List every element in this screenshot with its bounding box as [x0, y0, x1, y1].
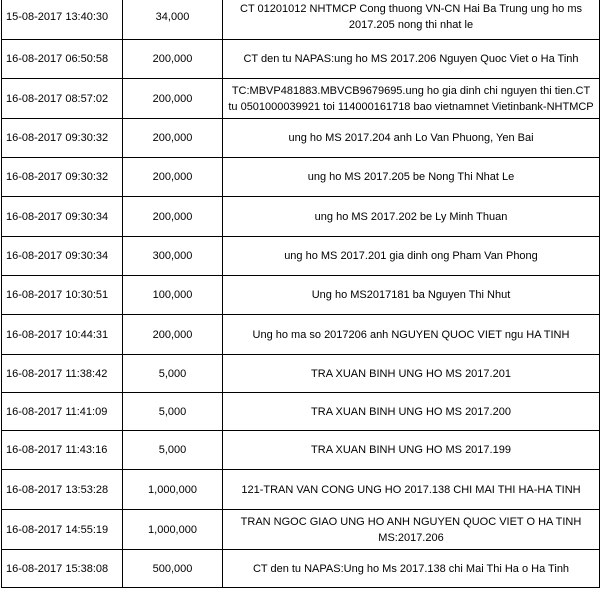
table-row: [2, 510, 600, 550]
amount-cell: 100,000: [123, 276, 223, 315]
table-row: [2, 470, 600, 510]
amount-cell: 200,000: [123, 197, 223, 237]
transactions-table: [1, 0, 600, 588]
date-cell: 16-08-2017 08:57:02: [2, 79, 123, 119]
date-cell: 15-08-2017 13:40:30: [2, 0, 123, 40]
description-cell: CT 01201012 NHTMCP Cong thuong VN-CN Hai Ba Trung ung ho ms 2017.205 nong thi nhat le: [223, 0, 600, 40]
date-cell: 16-08-2017 13:53:28: [2, 470, 123, 510]
date-cell: 16-08-2017 09:30:32: [2, 119, 123, 158]
table-row: [2, 431, 600, 470]
description-cell: TRAN NGOC GIAO UNG HO ANH NGUYEN QUOC VIET O HA TINH MS:2017.206: [223, 510, 600, 550]
table-row: [2, 40, 600, 79]
table-row: [2, 119, 600, 158]
amount-cell: 500,000: [123, 550, 223, 588]
description-cell: 121-TRAN VAN CONG UNG HO 2017.138 CHI MAI THI HA-HA TINH: [223, 470, 600, 510]
amount-cell: 1,000,000: [123, 470, 223, 510]
amount-cell: 200,000: [123, 79, 223, 119]
transactions-body: [2, 0, 600, 588]
amount-cell: 5,000: [123, 355, 223, 393]
date-cell: 16-08-2017 10:44:31: [2, 315, 123, 355]
date-cell: 16-08-2017 15:38:08: [2, 550, 123, 588]
date-cell: 16-08-2017 09:30:32: [2, 158, 123, 197]
date-cell: 16-08-2017 06:50:58: [2, 40, 123, 79]
description-cell: TRA XUAN BINH UNG HO MS 2017.200: [223, 393, 600, 431]
table-row: [2, 79, 600, 119]
description-cell: ung ho MS 2017.205 be Nong Thi Nhat Le: [223, 158, 600, 197]
table-row: [2, 158, 600, 197]
date-cell: 16-08-2017 11:41:09: [2, 393, 123, 431]
amount-cell: 200,000: [123, 40, 223, 79]
amount-cell: 5,000: [123, 393, 223, 431]
amount-cell: 200,000: [123, 119, 223, 158]
amount-cell: 1,000,000: [123, 510, 223, 550]
amount-cell: 300,000: [123, 237, 223, 276]
description-cell: CT den tu NAPAS:Ung ho Ms 2017.138 chi Mai Thi Ha o Ha Tinh: [223, 550, 600, 588]
description-cell: ung ho MS 2017.202 be Ly Minh Thuan: [223, 197, 600, 237]
date-cell: 16-08-2017 11:38:42: [2, 355, 123, 393]
description-cell: Ung ho MS2017181 ba Nguyen Thi Nhut: [223, 276, 600, 315]
date-cell: 16-08-2017 11:43:16: [2, 431, 123, 470]
table-row: [2, 197, 600, 237]
amount-cell: 34,000: [123, 0, 223, 40]
table-row: [2, 237, 600, 276]
amount-cell: 200,000: [123, 315, 223, 355]
description-cell: TC:MBVP481883.MBVCB9679695.ung ho gia dinh chi nguyen thi tien.CT tu 0501000039921 toi 114000161718 bao vietnamnet Vietinbank-NHTMCP: [223, 79, 600, 119]
description-cell: ung ho MS 2017.201 gia dinh ong Pham Van Phong: [223, 237, 600, 276]
date-cell: 16-08-2017 09:30:34: [2, 237, 123, 276]
description-cell: TRA XUAN BINH UNG HO MS 2017.201: [223, 355, 600, 393]
table-row: [2, 393, 600, 431]
description-cell: CT den tu NAPAS:ung ho MS 2017.206 Nguyen Quoc Viet o Ha Tinh: [223, 40, 600, 79]
amount-cell: 5,000: [123, 431, 223, 470]
description-cell: Ung ho ma so 2017206 anh NGUYEN QUOC VIET ngu HA TINH: [223, 315, 600, 355]
table-row: [2, 355, 600, 393]
description-cell: ung ho MS 2017.204 anh Lo Van Phuong, Yen Bai: [223, 119, 600, 158]
description-cell: TRA XUAN BINH UNG HO MS 2017.199: [223, 431, 600, 470]
table-row: [2, 315, 600, 355]
date-cell: 16-08-2017 14:55:19: [2, 510, 123, 550]
table-row: [2, 276, 600, 315]
amount-cell: 200,000: [123, 158, 223, 197]
table-row: [2, 550, 600, 588]
date-cell: 16-08-2017 09:30:34: [2, 197, 123, 237]
table-row: [2, 0, 600, 40]
date-cell: 16-08-2017 10:30:51: [2, 276, 123, 315]
